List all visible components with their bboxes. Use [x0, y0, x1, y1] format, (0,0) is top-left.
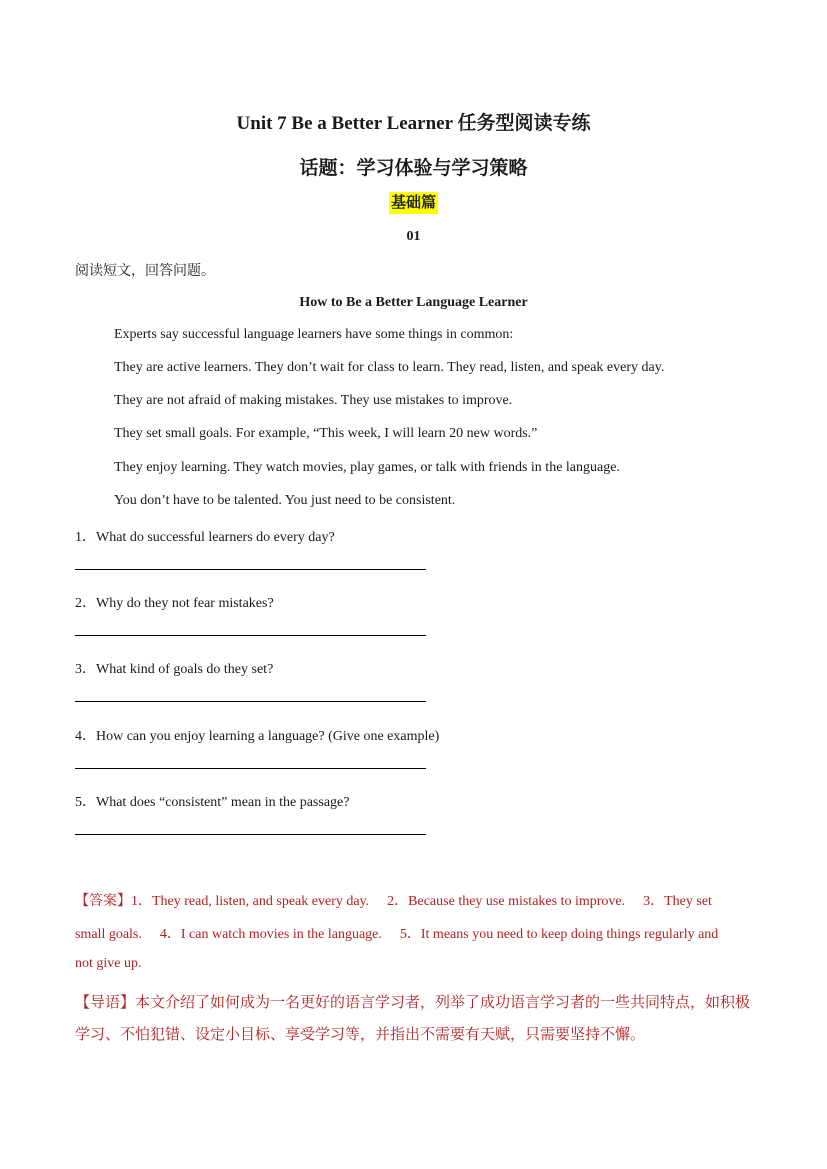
answer-line-3: [75, 701, 426, 702]
instruction: 阅读短文，回答问题。: [75, 264, 215, 279]
answer-4: 4．I can watch movies in the language.: [159, 927, 382, 942]
level-badge-wrapper: [0, 192, 827, 214]
guide-text: 本文介绍了如何成为一名更好的语言学习者，列举了成功语言学习者的一些共同特点，如积极学习、不怕犯错、设定小目标、享受学习等，并指出不需要有天赋，只需要坚持不懈。: [75, 995, 751, 1043]
answer-5: 5．It means you need to keep doing things regularly and: [399, 927, 719, 942]
passage-paragraph: They are active learners. They don’t wait for class to learn. They read, listen, and speak every day.: [114, 360, 665, 375]
passage-paragraph: They set small goals. For example, “This week, I will learn 20 new words.”: [114, 426, 538, 441]
answer-3-cont: small goals.: [75, 927, 142, 942]
question-2: 2．Why do they not fear mistakes?: [75, 596, 274, 611]
passage-paragraph: They enjoy learning. They watch movies, play games, or talk with friends in the language.: [114, 460, 620, 475]
question-3: 3．What kind of goals do they set?: [75, 662, 274, 677]
answer-line-5: [75, 834, 426, 835]
question-5: 5．What does “consistent” mean in the passage?: [75, 795, 350, 810]
answer-line-2: [75, 635, 426, 636]
answer-label: 【答案】: [75, 894, 131, 909]
answer-2: 2．Because they use mistakes to improve.: [387, 894, 626, 909]
answer-3: 3．They set: [643, 894, 712, 909]
page-subtitle: 话题：学习体验与学习策略: [299, 158, 528, 179]
passage-paragraph: You don’t have to be talented. You just need to be consistent.: [114, 493, 456, 508]
page-title: Unit 7 Be a Better Learner 任务型阅读专练: [236, 113, 591, 134]
answer-line-c: [75, 956, 142, 972]
question-4: 4．How can you enjoy learning a language? (Give one example): [75, 729, 440, 744]
answer-line-1: [75, 569, 426, 570]
guide-label: 【导语】: [75, 995, 136, 1011]
answer-line-4: [75, 768, 426, 769]
section-number: 01: [406, 229, 421, 244]
answer-line-a: [75, 890, 712, 910]
guide-block: [75, 987, 760, 1051]
answer-line-b: [75, 923, 718, 943]
answer-5-cont: not give up.: [75, 956, 142, 971]
passage-paragraph: They are not afraid of making mistakes. They use mistakes to improve.: [114, 393, 513, 408]
passage-title: How to Be a Better Language Learner: [299, 295, 528, 310]
answer-1: 1．They read, listen, and speak every day.: [131, 894, 370, 909]
passage-paragraph: Experts say successful language learners have some things in common:: [114, 327, 514, 342]
level-badge: 基础篇: [389, 192, 438, 214]
question-1: 1．What do successful learners do every day?: [75, 530, 335, 545]
